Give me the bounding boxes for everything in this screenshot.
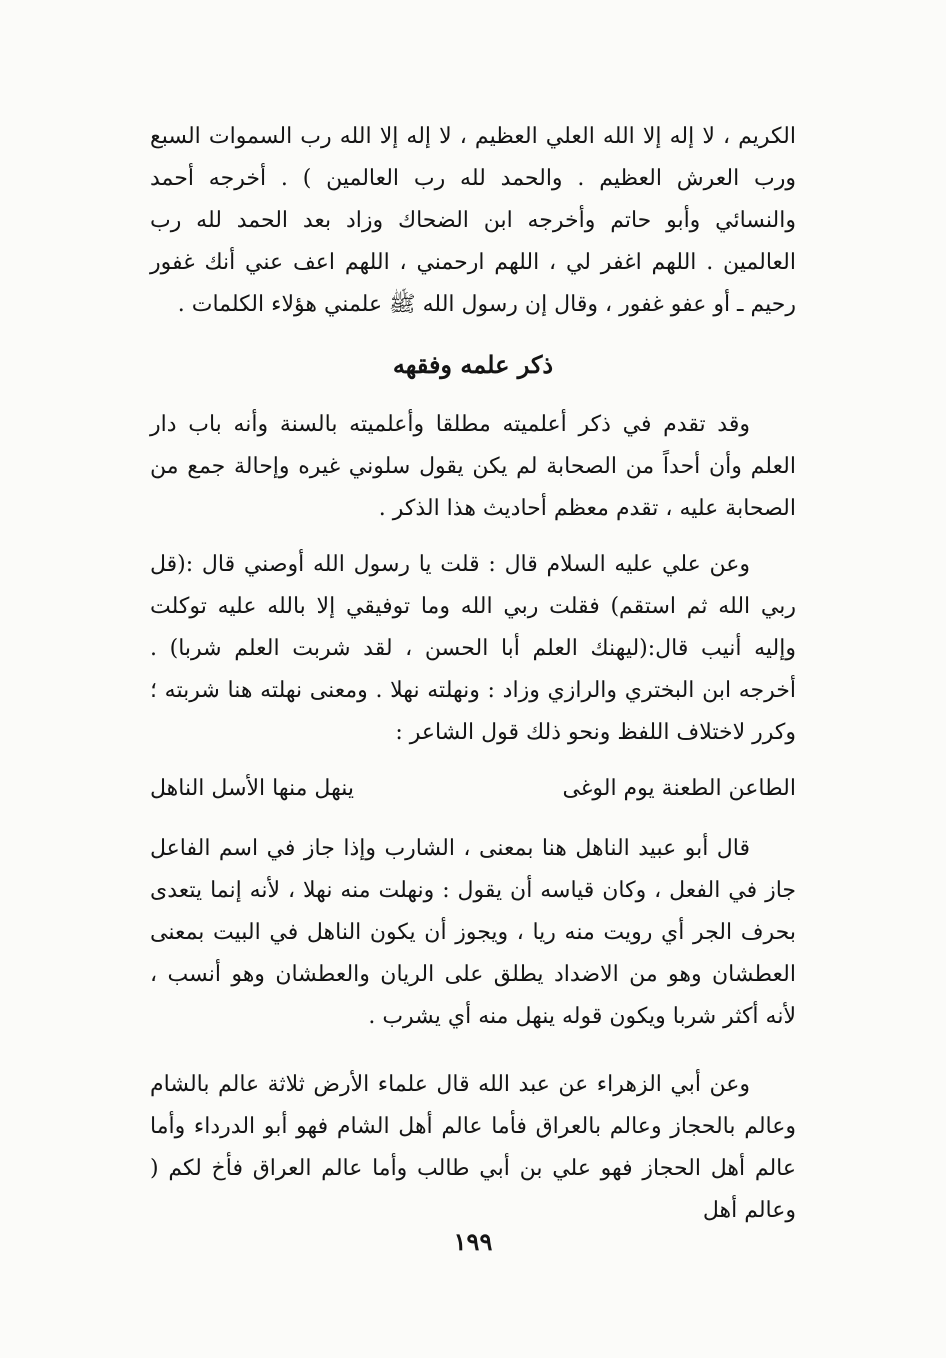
paragraph: [150, 1064, 796, 1232]
verse-first-hemistich: الطاعن الطعنة يوم الوغى: [562, 776, 796, 801]
paragraph-text: وعن أبي الزهراء عن عبد الله قال علماء الأرض ثلاثة عالم بالشام وعالم بالحجاز وعالم بالعراق فأما عالم أهل الشام فهو أبو الدرداء وأما عالم أهل الحجاز فهو علي بن أبي طالب وأما عالم العراق فأخ لكم ( وعالم أهل: [150, 1072, 796, 1223]
paragraph: [150, 828, 796, 1038]
section-heading: ذكر علمه وفقهه: [392, 350, 554, 379]
paragraph: [150, 544, 796, 754]
poetry-verse: [150, 768, 796, 810]
paragraph-text: وقد تقدم في ذكر أعلميته مطلقا وأعلميته بالسنة وأنه باب دار العلم وأن أحداً من الصحابة لم يكن يقول سلوني غيره وإحالة جمع من الصحابة عليه ، تقدم معظم أحاديث هذا الذكر .: [150, 412, 796, 521]
verse-second-hemistich: ينهل منها الأسل الناهل: [150, 776, 354, 801]
paragraph: [150, 404, 796, 530]
paragraph-continuation: [150, 116, 796, 326]
paragraph-text: الكريم ، لا إله إلا الله العلي العظيم ، لا إله إلا الله رب السموات السبع ورب العرش العظيم . والحمد لله رب العالمين ) . أخرجه أحمد والنسائي وأبو حاتم وأخرجه ابن الضحاك وزاد بعد الحمد لله رب العالمين . اللهم اغفر لي ، اللهم ارحمني ، اللهم اعف عني أنك غفور رحيم ـ أو عفو غفور ، وقال إن رسول الله ﷺ علمني هؤلاء الكلمات .: [150, 124, 796, 317]
paragraph-text: وعن علي عليه السلام قال : قلت يا رسول الله أوصني قال :(قل ربي الله ثم استقم) فقلت ربي الله وما توفيقي إلا بالله عليه توكلت وإليه أنيب قال:(ليهنك العلم أبا الحسن ، لقد شربت العلم شربا) . أخرجه ابن البختري والرازي وزاد : ونهلته نهلا . ومعنى نهلته هنا شربته ؛ وكرر لاختلاف اللفظ ونحو ذلك قول الشاعر :: [150, 552, 796, 745]
paragraph-text: قال أبو عبيد الناهل هنا بمعنى ، الشارب وإذا جاز في اسم الفاعل جاز في الفعل ، وكان قياسه أن يقول : ونهلت منه نهلا ، لأنه إنما يتعدى بحرف الجر أي رويت منه ريا ، ويجوز أن يكون الناهل في البيت بمعنى العطشان وهو من الاضداد يطلق على الريان والعطشان وهو أنسب ، لأنه أكثر شربا ويكون قوله ينهل منه أي يشرب .: [150, 836, 796, 1029]
page-number: ١٩٩: [453, 1227, 493, 1256]
